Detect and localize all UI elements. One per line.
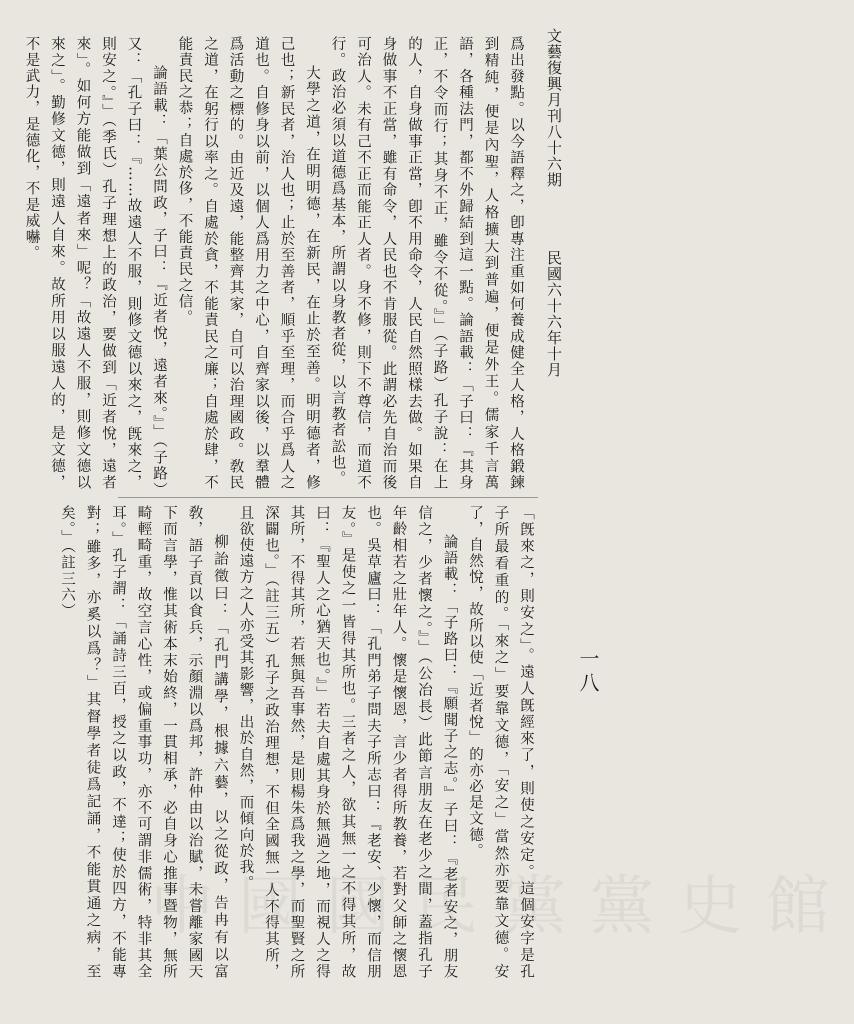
journal-title: 文藝復興月刊八十六期 — [545, 28, 563, 188]
archive-watermark: 中國國民黨黨史館 — [150, 870, 854, 944]
page-number: 一八 — [576, 648, 600, 696]
paragraph: 柳詒徵曰：「孔門講學，根據六藝，以之從政，告冉有以富敎，語子貢以食兵，示顏淵以爲邦，許仲由以治賦，未嘗離家國天下而言學，惟其術本末始終，一貫相承，必自身心推事暨物，無所畸輕畸重，故空言心性，或偏重事功，亦不可謂非儒術，特非其全耳。」孔子謂：「誦詩三百，授之以政，不達；使於四方，不能專對；雖多，亦奚以爲？」其督學者徒爲記誦，不能貫通之病，至矣。」（註三六） — [59, 505, 228, 980]
paragraph: 論語載：「子路曰：『願聞子之志。』子曰：『老者安之，朋友信之，少者懷之。』」（公冶長）此節言朋友在老少之間，蓋指孔子年齡相若之壯年人。懷是懷恩，言少者得所教養，若對父師之懷恩也。吳草廬曰：「孔門弟子問夫子所志曰：『老安、少懷，而信朋友。』是使之一皆得其所也。三者之人，欲其無一之不得其所，故曰：『聖人之心猶天也。』」若夫自處其身於無過之地，而視人之得其所，不得其所，若無與吾事然，是則楊朱爲我之學，而聖賢之所深闢也。」（註三五）孔子之政治理想，不但全國無一人不得其所，且欲使遠方之人亦受其影響，出於自然，而傾向於我。 — [237, 505, 458, 980]
issue-date: 民國六十六年十月 — [545, 250, 563, 378]
paragraph: 大學之道，在明明德，在新民，在止於至善。明明德者，修己也；新民者，治人也；止於至善者，順乎至理，而合乎爲人之道也。自修身以前，以個人爲用力之中心，自齊家以後，以羣體爲活動之標的。由近及遠，能整齊其家，自可以治理國政。敎民之道，在躬行以率之。自處於貪，不能責民之廉；自處於肆，不能責民之恭；自處於侈，不能責民之信。 — [176, 36, 320, 491]
paragraph: 爲出發點。以今語釋之，卽專注重如何養成健全人格，人格鍛鍊到精純，便是內聖，人格擴大到普遍，便是外王。儒家千言萬語，各種法門，都不外歸結到這一點。論語載：「子曰：『其身正，不令而行；其身不正，雖令不從。』」（子路）孔子說：在上的人，自身做事正當，卽不用命令，人民自然照樣去做。如果自身做事不正當，雖有命令，人民也不肯服從。此謂必先自治而後可治人。未有己不正而能正人者。身不修，則下不尊信，而道不行。政治必須以道德爲基本，所謂以身教者從，以言教者訟也。 — [329, 36, 524, 491]
top-text-block — [23, 36, 528, 491]
section-divider — [118, 497, 538, 498]
paragraph: 「旣來之，則安之」。遠人旣經來了，則使之安定。這個安字是孔子所最看重的。「來之」要靠文德，「安之」當然亦要靠文德。安了，自然悅，故所以使「近者悅」的亦必是文德。 — [467, 505, 534, 980]
paragraph: 論語載：「葉公問政，子曰：『近者悅，遠者來。』」（子路）又：「孔子曰：『……故遠人不服，則修文德以來之，旣來之，則安之。』」（季氏）孔子理想上的政治，要做到「近者悅，遠者來」。如何方能做到「遠者來」呢？「故遠人不服，則修文德以來之」。勤修文德，則遠人自來。故所用以服遠人的，是文德，不是武力，是德化，不是威嚇。 — [23, 36, 167, 491]
